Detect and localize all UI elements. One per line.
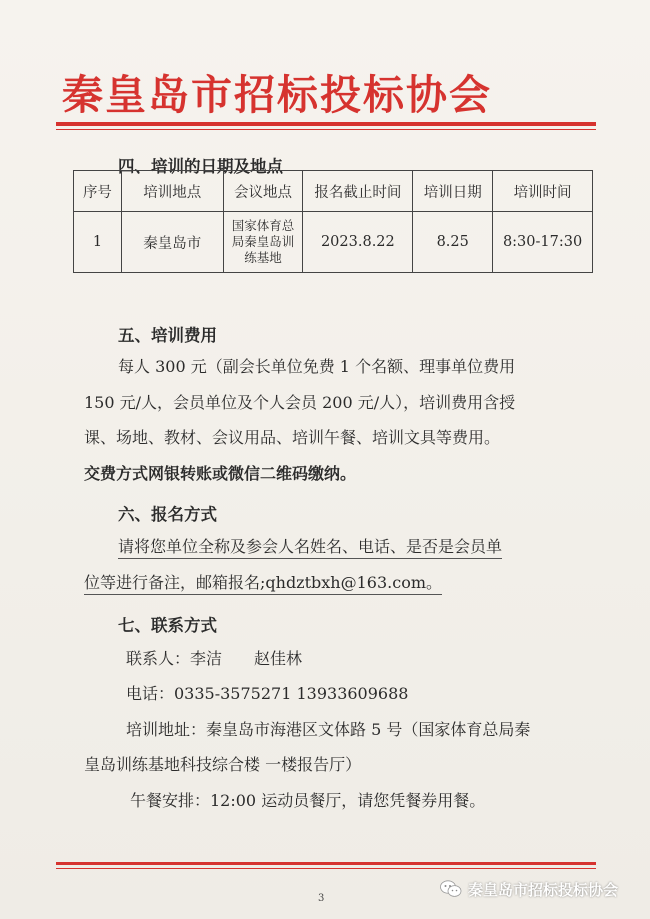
cell-location: 秦皇岛市 [121,212,223,273]
cell-date: 8.25 [413,212,493,273]
header-cell: 培训时间 [493,171,593,212]
contact-phone: 电话：0335-3575271 13933609688 [126,684,409,703]
header-cell: 会议地点 [223,171,303,212]
section-7-title: 七、联系方式 [118,616,217,635]
page-number: 3 [318,893,325,904]
table-header-row [74,171,593,212]
venue-line: 练基地 [244,250,282,265]
lunch-arrangement: 午餐安排：12:00 运动员餐厅，请您凭餐券用餐。 [130,791,486,810]
wechat-icon [440,880,462,898]
address-line-2: 皇岛训练基地科技综合楼 一楼报告厅） [84,755,362,774]
fee-line-1: 每人 300 元（副会长单位免费 1 个名额、理事单位费用 [118,357,516,376]
schedule-table [73,170,593,273]
table-row [74,212,593,273]
signup-line-1 [118,537,502,557]
cell-venue [223,212,303,273]
fee-line-2: 150 元/人，会员单位及个人会员 200 元/人），培训费用含授 [84,393,516,412]
cell-no: 1 [74,212,122,273]
signup-line-1-text: 请将您单位全称及参会人名姓名、电话、是否是会员单 [118,537,502,559]
header-cell: 序号 [74,171,122,212]
fee-line-3: 课、场地、教材、会议用品、培训午餐、培训文具等费用。 [84,428,501,447]
footer-rule-thin [56,868,596,869]
letterhead-rule-thick [56,122,596,126]
wechat-watermark [440,876,640,902]
cell-time: 8:30-17:30 [493,212,593,273]
fee-line-4: 交费方式网银转账或微信二维码缴纳。 [84,464,357,483]
venue-line: 局秦皇岛训 [231,234,295,249]
header-cell: 培训日期 [413,171,493,212]
address-line-1: 培训地址：秦皇岛市海港区文体路 5 号（国家体育总局秦 [126,720,531,739]
section-5-title: 五、培训费用 [118,326,217,345]
watermark-text: 秦皇岛市招标投标协会 [468,880,619,899]
cell-deadline: 2023.8.22 [303,212,413,273]
letterhead-rule-thin [56,129,596,130]
section-6-title: 六、报名方式 [118,505,217,524]
signup-line-2 [84,573,442,593]
contact-person: 联系人：李洁 赵佳林 [126,649,303,668]
letterhead-title: 秦皇岛市招标投标协会 [62,71,492,119]
footer-rule-thick [56,862,596,865]
header-cell: 报名截止时间 [303,171,413,212]
header-cell: 培训地点 [121,171,223,212]
signup-line-2-text: 位等进行备注，邮箱报名;qhdztbxh@163.com。 [84,573,442,595]
venue-line: 国家体育总 [231,218,295,233]
section-4-title: 四、培训的日期及地点 [118,157,283,176]
